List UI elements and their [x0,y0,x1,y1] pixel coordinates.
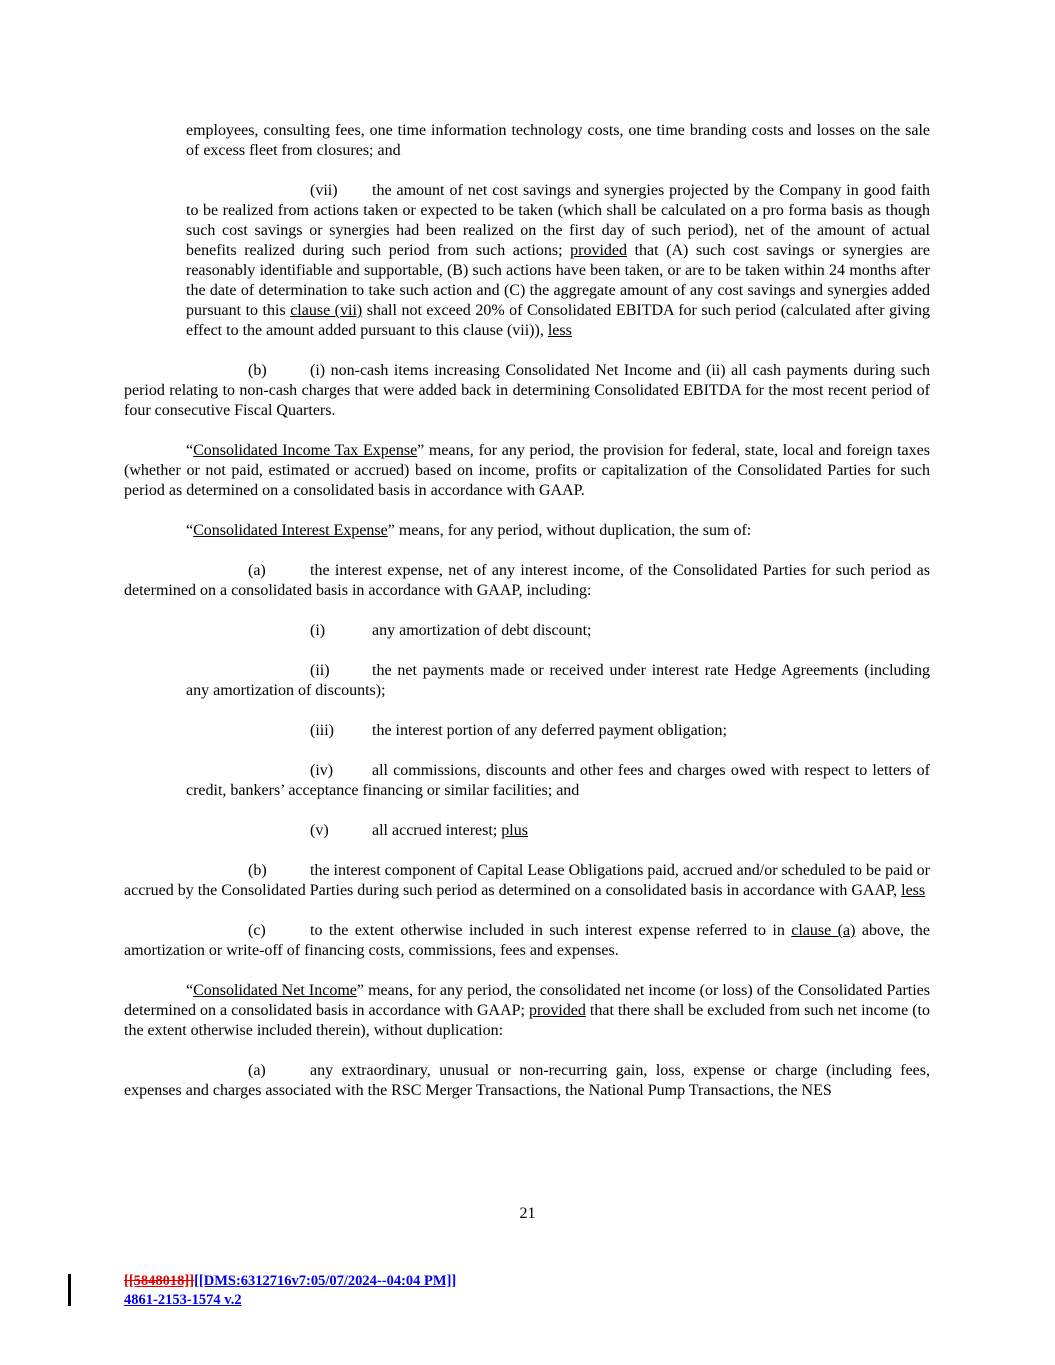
underlined-term: plus [501,822,528,839]
body-text: employees, consulting fees, one time information technology costs, one time branding costs and losses on the sale of excess fleet from closures; and [186,122,930,159]
open-quote: “ [186,442,194,459]
document-footer [124,1272,456,1310]
body-text: the net payments made or received under interest rate Hedge Agreements (including any amortization of discounts); [186,662,930,699]
body-text: that there shall be excluded from such net income (to the extent otherwise included therein), without duplication: [124,1002,930,1039]
clause-marker: (ii) [310,662,330,679]
defined-term: Consolidated Interest Expense [193,522,388,539]
clause-marker: (v) [310,822,329,839]
defined-term: Consolidated Net Income [193,982,357,999]
dms-stamp: [[DMS:6312716v7:05/07/2024--04:04 PM]] [194,1273,457,1289]
clause-a-paragraph [124,561,930,601]
clause-marker: (c) [248,922,266,939]
body-text: all commissions, discounts and other fees and charges owed with respect to letters of credit, bankers’ acceptance financing or similar facilities; and [186,762,930,799]
clause-marker: (b) [248,862,267,879]
clause-b2-paragraph [124,861,930,901]
item-v-paragraph [186,821,930,841]
body-text: above, the amortization or write-off of financing costs, commissions, fees and expenses. [124,922,931,959]
clause-c-paragraph [124,921,930,961]
item-iv-paragraph [186,761,930,801]
definition-consolidated-income-tax-expense [124,441,930,501]
body-text: shall not exceed 20% of Consolidated EBITDA for such period (calculated after giving effect to the amount added pursuant to this clause (vii)), [186,302,930,339]
clause-a2-paragraph [124,1061,930,1101]
clause-reference: clause (a) [791,922,856,939]
body-text: that (A) such cost savings or synergies are reasonably identifiable and supportable, (B) such actions have been taken, or are to be taken within 24 months after the date of determination to take such action and (C) the aggregate amount of any cost savings and synergies added pursuant to this [186,242,930,319]
footer-line-1 [124,1272,456,1291]
body-text: the interest component of Capital Lease Obligations paid, accrued and/or scheduled to be paid or accrued by the Consolidated Parties during such period as determined on a consolidated basis in accordance with GAAP, [124,862,930,899]
body-text: any amortization of debt discount; [372,622,592,639]
open-quote: “ [186,522,194,539]
paragraph-continuation [186,121,930,161]
underlined-term: provided [529,1002,586,1019]
clause-marker: (a) [248,1062,266,1079]
document-version-id: 4861-2153-1574 v.2 [124,1292,242,1308]
page-number: 21 [519,1205,536,1222]
open-quote: “ [186,982,194,999]
underlined-term: provided [570,242,627,259]
clause-reference: clause (vii) [290,302,363,319]
underlined-term: less [547,322,572,339]
document-body [124,121,930,1121]
footer-line-2 [124,1291,456,1310]
deleted-document-ref: [[5848018]] [124,1273,195,1289]
item-ii-paragraph [186,661,930,701]
body-text: all accrued interest; [372,822,502,839]
definition-consolidated-interest-expense [124,521,930,541]
item-iii-paragraph [186,721,930,741]
body-text: ” means, for any period, without duplication, the sum of: [387,522,752,539]
clause-marker: (iii) [310,722,334,739]
body-text: (i) non-cash items increasing Consolidated Net Income and (ii) all cash payments during such period relating to non-cash charges that were added back in determining Consolidated EBITDA for the most recent period of four consecutive Fiscal Quarters. [124,362,930,419]
underlined-term: less [901,882,926,899]
body-text: ” means, for any period, the provision for federal, state, local and foreign taxes (whether or not paid, estimated or accrued) based on income, profits or capitalization of the Consolidated Parties for such period as determined on a consolidated basis in accordance with GAAP. [124,442,930,499]
body-text: the amount of net cost savings and synergies projected by the Company in good faith to be realized from actions taken or expected to be taken (which shall be calculated on a pro forma basis as though such cost savings or synergies had been realized on the first day of such period), net of the amount of actual benefits realized during such period from such actions; [186,182,930,259]
clause-marker: (a) [248,562,266,579]
body-text: any extraordinary, unusual or non-recurring gain, loss, expense or charge (including fees, expenses and charges associated with the RSC Merger Transactions, the National Pump Transactions, the NES [124,1062,930,1099]
clause-marker: (b) [248,362,267,379]
body-text: to the extent otherwise included in such interest expense referred to in [310,922,792,939]
clause-marker: (vii) [310,182,338,199]
defined-term: Consolidated Income Tax Expense [193,442,418,459]
item-i-paragraph [186,621,930,641]
clause-b-paragraph [124,361,930,421]
clause-vii-paragraph [186,181,930,341]
body-text: ” means, for any period, the consolidated net income (or loss) of the Consolidated Parties determined on a consolidated basis in accordance with GAAP; [124,982,931,1019]
change-bar [68,1274,71,1306]
clause-marker: (i) [310,622,326,639]
body-text: the interest expense, net of any interest income, of the Consolidated Parties for such period as determined on a consolidated basis in accordance with GAAP, including: [124,562,930,599]
body-text: the interest portion of any deferred payment obligation; [372,722,727,739]
definition-consolidated-net-income [124,981,930,1041]
clause-marker: (iv) [310,762,334,779]
